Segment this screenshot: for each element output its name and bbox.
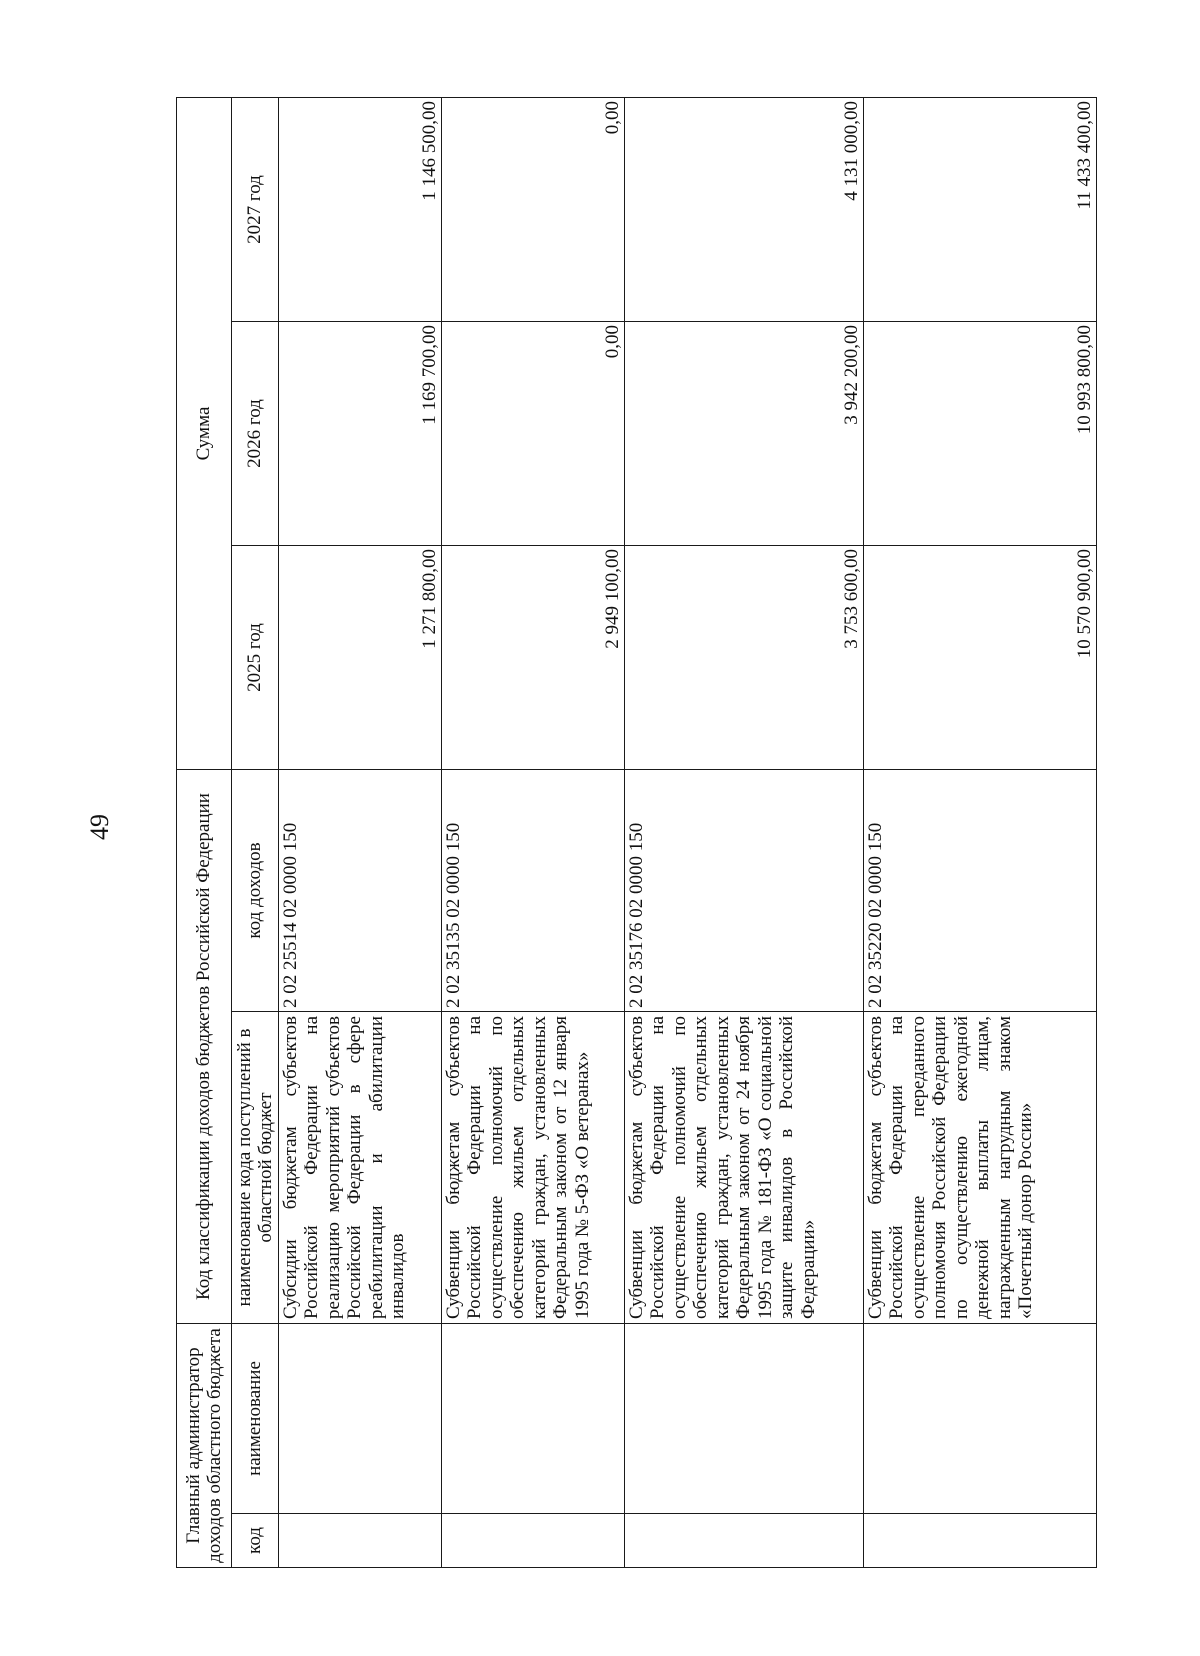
page-number: 49 (85, 814, 114, 840)
revenue-code-cell: 2 02 35135 02 0000 150 (442, 770, 625, 1012)
amount-2027-cell: 11 433 400,00 (864, 98, 1097, 322)
header-admin-group: Главный администратор доходов областного бюджета (177, 1324, 232, 1568)
rotated-table-container (176, 98, 1095, 1568)
header-classification-group: Код классификации доходов бюджетов Российской Федерации (177, 770, 232, 1324)
table-row (279, 98, 442, 1568)
amount-2027-cell: 4 131 000,00 (625, 98, 864, 322)
header-admin-code: код (232, 1514, 279, 1568)
amount-2025-cell: 3 753 600,00 (625, 546, 864, 770)
header-row-columns (232, 98, 279, 1568)
table-row (625, 98, 864, 1568)
admin-name-cell (442, 1324, 625, 1514)
header-year-2025: 2025 год (232, 546, 279, 770)
header-row-groups (177, 98, 232, 1568)
amount-2026-cell: 3 942 200,00 (625, 322, 864, 546)
revenue-code-cell: 2 02 35176 02 0000 150 (625, 770, 864, 1012)
amount-2025-cell: 2 949 100,00 (442, 546, 625, 770)
admin-code-cell (864, 1514, 1097, 1568)
admin-code-cell (442, 1514, 625, 1568)
amount-2027-cell: 1 146 500,00 (279, 98, 442, 322)
admin-name-cell (625, 1324, 864, 1514)
admin-name-cell (279, 1324, 442, 1514)
revenue-name-cell: Субвенции бюджетам субъектов Российской Федерации на осуществление полномочий по обеспечению жильем отдельных категорий граждан, установленных Федеральным законом от 24 ноября 1995 года № 181-ФЗ «О социальной защите инвалидов в Российской Федерации» (625, 1012, 864, 1324)
amount-2026-cell: 0,00 (442, 322, 625, 546)
revenue-code-cell: 2 02 35220 02 0000 150 (864, 770, 1097, 1012)
header-year-2026: 2026 год (232, 322, 279, 546)
table-row (442, 98, 625, 1568)
revenue-name-cell: Субвенции бюджетам субъектов Российской Федерации на осуществление полномочий по обеспечению жильем отдельных категорий граждан, установленных Федеральным законом от 12 января 1995 года № 5-ФЗ «О ветеранах» (442, 1012, 625, 1324)
amount-2026-cell: 10 993 800,00 (864, 322, 1097, 546)
header-sum-group: Сумма (177, 98, 232, 770)
revenue-table (176, 97, 1097, 1568)
header-revenue-code: код доходов (232, 770, 279, 1012)
header-admin-name: наименование (232, 1324, 279, 1514)
header-revenue-name: наименование кода поступлений в областной бюджет (232, 1012, 279, 1324)
header-year-2027: 2027 год (232, 98, 279, 322)
table-row (864, 98, 1097, 1568)
revenue-name-cell: Субвенции бюджетам субъектов Российской Федерации на осуществление переданного полномочия Российской Федерации по осуществлению ежегодной денежной выплаты лицам, награжденным нагрудным знаком «Почетный донор России» (864, 1012, 1097, 1324)
amount-2025-cell: 10 570 900,00 (864, 546, 1097, 770)
revenue-name-cell: Субсидии бюджетам субъектов Российской Федерации на реализацию мероприятий субъектов Российской Федерации в сфере реабилитации и абилитации инвалидов (279, 1012, 442, 1324)
revenue-code-cell: 2 02 25514 02 0000 150 (279, 770, 442, 1012)
admin-code-cell (279, 1514, 442, 1568)
amount-2025-cell: 1 271 800,00 (279, 546, 442, 770)
admin-name-cell (864, 1324, 1097, 1514)
amount-2027-cell: 0,00 (442, 98, 625, 322)
admin-code-cell (625, 1514, 864, 1568)
amount-2026-cell: 1 169 700,00 (279, 322, 442, 546)
